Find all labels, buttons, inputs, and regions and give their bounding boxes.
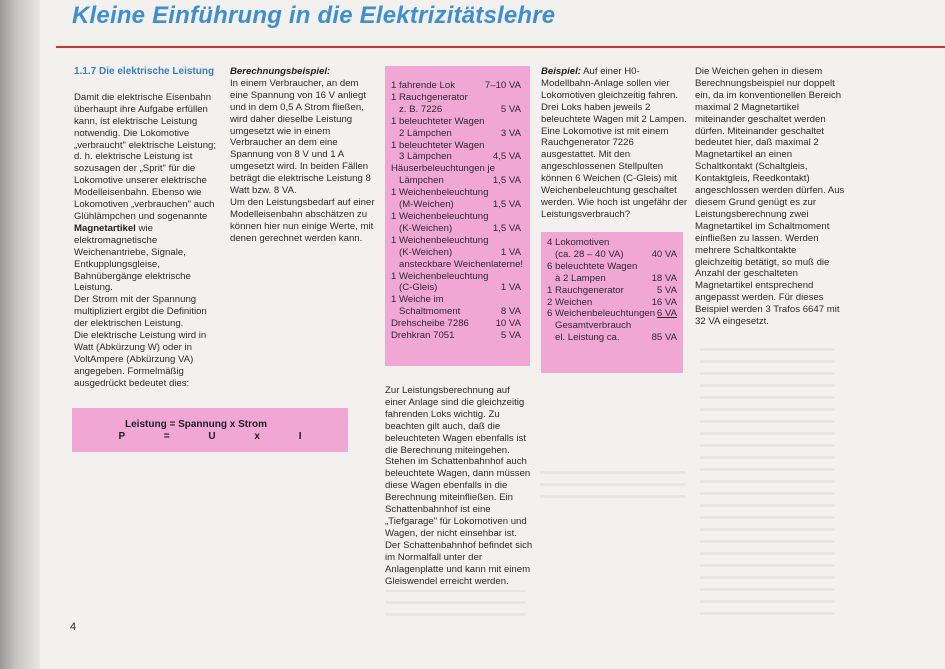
row-value: 5 VA xyxy=(500,330,521,342)
row-label: 1 Weichenbeleuchtung xyxy=(391,270,489,282)
intro-text-continued: wie elektromagnetische Weichenantriebe, Signale, Entkupplungsgleise, Bahnübergänge elektrische Leistung. xyxy=(74,222,191,294)
example-2-paragraph xyxy=(541,66,689,221)
row-label: 2 Lämpchen xyxy=(399,127,452,139)
row-value: 1,5 VA xyxy=(492,222,521,234)
list-row xyxy=(391,306,521,318)
row-label: (K-Weichen) xyxy=(399,222,453,234)
row-value: 40 VA xyxy=(651,248,677,260)
row-value: 4,5 VA xyxy=(492,151,521,163)
intro-paragraph xyxy=(74,92,219,294)
row-value: 3 VA xyxy=(500,127,521,139)
row-value: 85 VA xyxy=(651,332,677,344)
show-through-text xyxy=(700,345,835,615)
list-row xyxy=(391,116,521,128)
formula-text xyxy=(72,419,348,443)
bold-term: Magnetartikel xyxy=(74,222,136,234)
list-row xyxy=(391,235,521,247)
row-value: 1,5 VA xyxy=(492,199,521,211)
row-label: Lämpchen xyxy=(399,175,444,187)
list-row xyxy=(547,285,677,297)
row-value: 1 VA xyxy=(500,246,521,258)
row-label: 2 Weichen xyxy=(547,296,593,308)
row-label: Schaltmoment xyxy=(399,306,461,318)
list-row xyxy=(391,187,521,199)
row-label: Drehscheibe 7286 xyxy=(391,318,469,330)
paragraph-3: Die elektrische Leistung wird in Watt (Abkürzung W) oder in VoltAmpere (Abkürzung VA) angegeben. Formelmäßig ausgedrückt bedeutet dies: xyxy=(74,330,207,389)
row-label: 6 beleuchtete Wagen xyxy=(547,260,638,272)
list-row xyxy=(391,223,521,235)
example-2-text: Auf einer H0-Modellbahn-Anlage sollen vier Lokomotiven gleichzeitig fahren. Drei Loks haben jeweils 2 beleuchtete Wagen mit 2 Lampen. Eine Lokomotive ist mit einem Rauchgenerator 7226 ausgestattet. Mit den angeschlossenen Stellpulten können 6 Weichen (C-Gleis) mit Weichenbeleuchtung geschaltet werden. Wie hoch ist ungefähr der Leistungsverbrauch? xyxy=(541,66,688,220)
row-label: (K-Weichen) xyxy=(399,246,453,258)
list-row xyxy=(391,294,521,306)
list-row xyxy=(391,330,521,342)
row-label: z. B. 7226 xyxy=(399,103,443,115)
example-text: In einem Verbraucher, an dem eine Spannung von 16 V anliegt und in dem 0,5 A Strom fließen, wird daher dieselbe Leistung umgesetzt wie in einem Verbraucher an dem eine Spannung von 8 V und 1 A umgesetzt wird. In beiden Fällen beträgt die elektrische Leistung 8 Watt bzw. 8 VA. xyxy=(230,77,371,197)
list-row xyxy=(391,247,521,259)
row-label: 1 Rauchgenerator xyxy=(547,284,624,296)
power-values-list xyxy=(391,80,524,342)
list-row xyxy=(391,151,521,163)
list-row xyxy=(547,249,677,261)
formula-line-2: P = U x I xyxy=(118,431,302,442)
list-row xyxy=(391,104,521,116)
list-row xyxy=(391,199,521,211)
column-3-text xyxy=(385,385,533,587)
example-heading: Berechnungsbeispiel: xyxy=(230,66,331,77)
list-row xyxy=(391,318,521,330)
row-label: (ca. 28 – 40 VA) xyxy=(555,248,624,260)
show-through-text xyxy=(385,590,525,616)
list-row xyxy=(391,271,521,283)
column-5 xyxy=(695,66,845,328)
title-rule xyxy=(56,46,945,48)
example-text-2: Um den Leistungsbedarf auf einer Modelleisenbahn abschätzen zu können hier nun einige Werte, mit denen gerechnet werden kann. xyxy=(230,196,375,244)
list-row xyxy=(547,237,677,249)
row-label: 1 Rauchgenerator xyxy=(391,91,468,103)
row-value: 8 VA xyxy=(500,306,521,318)
list-row xyxy=(547,308,677,320)
list-row xyxy=(391,175,521,187)
row-label: 1 Weichenbeleuchtung xyxy=(391,187,489,199)
list-row xyxy=(391,128,521,140)
list-row xyxy=(391,92,521,104)
row-label: 1 beleuchteter Wagen xyxy=(391,139,485,151)
row-label: 1 beleuchteter Wagen xyxy=(391,115,485,127)
row-value: 5 VA xyxy=(500,103,521,115)
column-4 xyxy=(541,66,689,221)
list-row xyxy=(547,320,677,332)
row-label: 6 Weichenbeleuchtungen xyxy=(547,308,656,320)
intro-text: Damit die elektrische Eisenbahn überhaupt ihre Aufgabe erfüllen kann, ist elektrische Leistung notwendig. Die Lokomotive „verbraucht" elektrische Leistung; d. h. elektrische Leistung ist sozusagen der „Sprit" für die Lokomotive unserer elektrische Modelleisenbahn. Ebenso wie Lokomotiven „verbrauchen" auch Glühlämpchen und sogenannte xyxy=(74,91,217,222)
row-value: 7–10 VA xyxy=(484,80,521,91)
paragraph-2: Der Strom mit der Spannung multipliziert ergibt die Definition der elektrischen Leistung. xyxy=(74,294,207,330)
explanation-text: Die Weichen gehen in diesem Berechnungsbeispiel nur doppelt ein, da im konventionellen Bereich maximal 2 Magnetartikel miteinander geschaltet werden dürfen. Miteinander geschaltet bedeutet hier, daß maximal 2 Magnetartikel an einen Schaltkontakt (Schaltgleis, Kontaktgleis, Reedkontakt) angeschlossen werden dürfen. Aus diesem Grund genügt es zur Leistungsberechnung zwei Magnetartikel im Schaltmoment einfließen zu lassen. Werden mehrere Schaltkontakte gleichzeitig betätigt, so muß die Anzahl der geschalteten Magnetartikel entsprechend angepasst werden. Für dieses Beispiel werden 3 Trafos 6647 mit 32 VA eingesetzt. xyxy=(695,66,845,328)
row-label: à 2 Lampen xyxy=(555,272,606,284)
row-value: 18 VA xyxy=(651,272,677,284)
row-label: 1 Weichenbeleuchtung xyxy=(391,210,489,222)
row-value: 6 VA xyxy=(656,308,677,320)
row-label: ansteckbare Weichenlaterne! xyxy=(399,258,524,270)
page-number: 4 xyxy=(70,621,77,633)
section-heading: 1.1.7 Die elektrische Leistung xyxy=(74,66,215,77)
row-label: 1 Weichenbeleuchtung xyxy=(391,234,489,246)
row-value: 16 VA xyxy=(651,296,677,308)
row-label: 4 Lokomotiven xyxy=(547,237,610,248)
list-row xyxy=(391,211,521,223)
row-value: 1,5 VA xyxy=(492,175,521,187)
list-row xyxy=(391,140,521,152)
list-row xyxy=(547,261,677,273)
row-label: 1 fahrende Lok xyxy=(391,80,456,91)
book-spine xyxy=(0,0,40,669)
list-row xyxy=(547,297,677,309)
calculation-note: Zur Leistungsberechnung auf einer Anlage sind die gleichzeitig fahrenden Loks wichtig. Zu beachten gilt auch, daß die beleuchteten Wagen ebenfalls ist die Berechnung miteingehen. Stehen im Schattenbahnhof auch beleuchtete Wagen, dann müssen diese Wagen ebenfalls in die Berechnung miteinfließen. Ein Schattenbahnhof ist eine „Tiefgarage" für Lokomotiven und Wagen, der nicht einsehbar ist. Der Schattenbahnhof befindet sich im Normalfall unter der Anlagenplatte und kann mit einem Gleiswendel erreicht werden. xyxy=(385,385,533,587)
list-row xyxy=(547,273,677,285)
column-1 xyxy=(74,66,219,390)
list-row xyxy=(391,80,521,92)
list-row xyxy=(391,258,524,271)
row-label: 3 Lämpchen xyxy=(399,151,452,163)
row-label: Häuserbeleuchtungen je xyxy=(391,163,496,175)
list-row xyxy=(547,332,677,344)
list-row xyxy=(391,282,521,294)
row-label: Gesamtverbrauch xyxy=(555,320,632,332)
page-title: Kleine Einführung in die Elektrizitätslehre xyxy=(72,2,556,29)
column-2 xyxy=(230,66,378,245)
formula-line-1: Leistung = Spannung x Strom xyxy=(125,419,267,430)
show-through-text xyxy=(540,470,685,498)
row-label: el. Leistung ca. xyxy=(555,332,620,344)
row-value: 5 VA xyxy=(656,284,677,296)
total-consumption-list xyxy=(547,237,677,344)
row-label: 1 Weiche im xyxy=(391,294,444,306)
row-label: (C-Gleis) xyxy=(399,282,438,294)
row-value: 10 VA xyxy=(495,318,521,330)
list-row xyxy=(391,163,521,175)
row-label: Drehkran 7051 xyxy=(391,330,455,342)
example-2-heading: Beispiel: xyxy=(541,66,581,77)
row-value: 1 VA xyxy=(500,282,521,294)
row-label: (M-Weichen) xyxy=(399,199,454,211)
